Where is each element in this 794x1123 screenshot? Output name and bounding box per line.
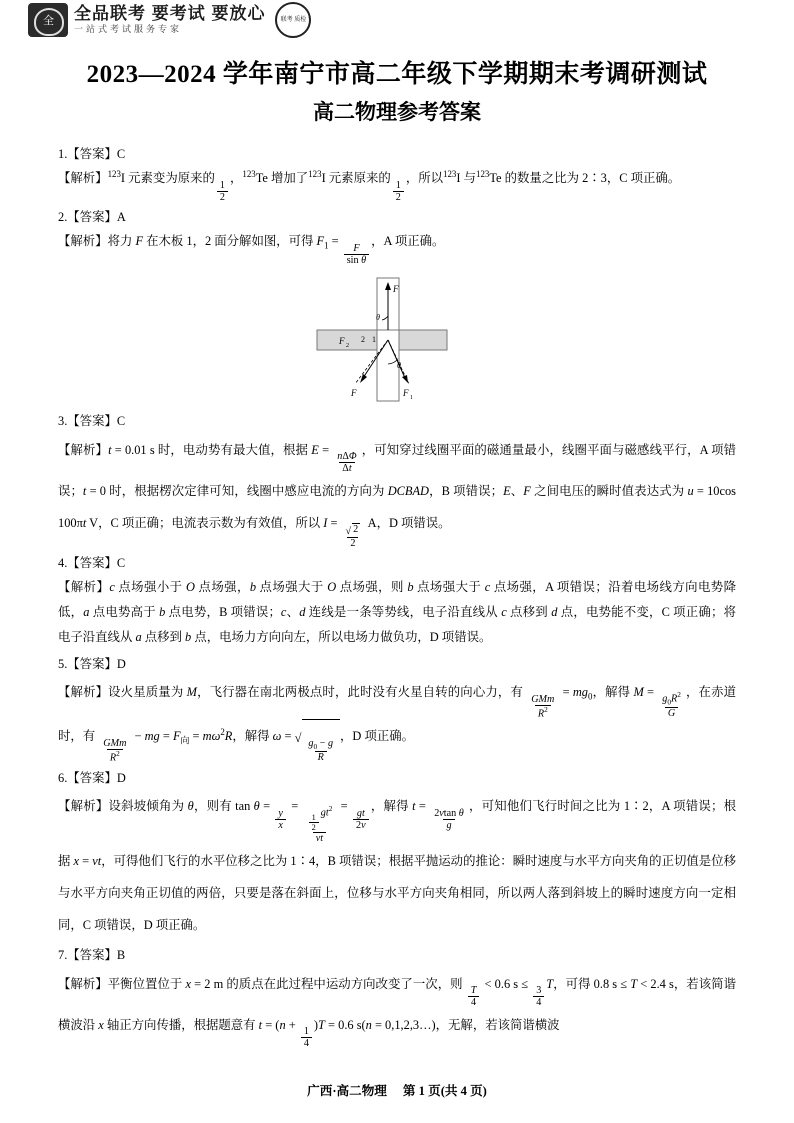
svg-text:F: F	[403, 388, 409, 399]
answer-line-2	[58, 205, 736, 229]
svg-text:2: 2	[361, 335, 365, 345]
explain-body-7: 平衡位置位于 x = 2 m 的质点在此过程中运动方向改变了一次，则 $\frac{T}{4}$ < 0.6 s ≤ $\frac{3}{4}$ T，可得 0.8 s ≤ T < 2.4 s，若该简谐横波沿 x 轴正方向传播，根据题意有 t = (n + $\frac{1}{4}$ )T = 0.6 s(n = 0,1,2,3…)，无解，若该简谐横波	[58, 976, 736, 1050]
svg-text:F: F	[393, 284, 399, 295]
answer-label-7: 【答案】	[67, 948, 117, 963]
force-decomposition-figure	[277, 272, 517, 407]
answer-label-4: 【答案】	[67, 556, 117, 571]
answer-label-2: 【答案】	[67, 210, 117, 225]
item-number-3: 3.	[58, 414, 68, 429]
footer-page-number: 第 1 页(共 4 页)	[402, 1084, 487, 1098]
item-number-1: 1.	[58, 147, 68, 161]
answer-value-5: D	[116, 656, 126, 671]
answer-label-6: 【答案】	[67, 770, 117, 785]
explanation-7	[58, 968, 736, 1050]
answer-label-3: 【答案】	[67, 414, 117, 429]
page-footer	[0, 1080, 794, 1099]
explanation-6	[58, 790, 736, 941]
brand-text	[74, 5, 265, 34]
explain-body-5: 设火星质量为 M，飞行器在南北两极点时，此时没有火星自转的向心力，有 $\frac{\text{GMm}}{R^2}$ = $mg_0$，解得 M = $\frac{g_0R^2}{G}$ ，在赤道时，有 $\frac{\text{GMm}}{R^2}$ − mg = $F_向 = m\omega^2R$，解得 ω = √ $\frac{g_0 - g}{R}$ ，D 项正确。	[58, 685, 737, 764]
svg-text:1: 1	[410, 395, 413, 402]
answer-value-2: A	[116, 210, 126, 225]
page-title: 2023—2024 学年南宁市高二年级下学期期末考调研测试	[86, 61, 708, 88]
publisher-logo-band	[28, 0, 736, 40]
explanation-1	[58, 166, 736, 203]
explain-label-7: 【解析】	[58, 976, 108, 991]
explain-label-5: 【解析】	[58, 685, 109, 700]
brand-logo-icon: 全	[28, 3, 68, 37]
answer-line-1	[58, 142, 736, 166]
answer-label-5: 【答案】	[67, 656, 117, 671]
answer-value-6: D	[116, 770, 126, 785]
explanation-2	[58, 229, 736, 266]
explain-body-4: c 点场强小于 O 点场强，b 点场强大于 O 点场强，则 b 点场强大于 c 点场强，A 项错误；沿着电场线方向电势降低，a 点电势高于 b 点电势，B 项错误；c、d 连线是一条等势线，电子沿直线从 c 点移到 d 点，电势能不变，C 项正确；将电子沿直线从 a 点移到 b 点，电场力方向向左，所以电场力做负功，D 项错误。	[58, 580, 737, 645]
svg-text:θ: θ	[376, 313, 380, 323]
item-number-2: 2.	[58, 210, 68, 225]
answers-content	[58, 142, 736, 1049]
explain-label-2: 【解析】	[58, 234, 108, 249]
explain-label-1: 【解析】	[58, 171, 108, 186]
item-number-7: 7.	[58, 948, 68, 963]
svg-text:θ: θ	[397, 361, 401, 371]
explain-body-1: $^{123}$I 元素变为原来的 $\frac{1}{2}$ ，$^{123}$Te 增加了$^{123}$I 元素原来的 $\frac{1}{2}$ ，所以$^{123}$I 与$^{123}$Te 的数量之比为 2∶3，C 项正确。	[107, 169, 681, 204]
item-number-5: 5.	[58, 656, 68, 671]
explanation-5	[58, 676, 736, 764]
svg-text:F: F	[351, 388, 357, 399]
answer-line-4	[58, 551, 736, 575]
explain-body-6: 设斜坡倾角为 θ，则有 tan θ = $\frac{y}{x}$ = $\frac{1}{2}$ $gt^2$ vt = $\frac{gt}{2v}$ ，解得 t = $\frac{\text{2vtan θ}}{g}$ ，可知他们飞行时间之比为 1∶2，A 项错误；根据 x = vt，可得他们飞行的水平位移之比为 1∶4，B 项错误；根据平抛运动的推论：瞬时速度与水平方向夹角的正切值是位移与水平方向夹角正切值的两倍，只要是落在斜面上，位移与水平方向夹角相同，所以两人落到斜坡上的瞬时速度方向一定相同，C 项错误，D 项正确。	[58, 798, 737, 933]
answer-line-7	[58, 943, 736, 967]
svg-text:1: 1	[372, 335, 376, 345]
explain-label-4: 【解析】	[58, 580, 110, 595]
explanation-3	[58, 434, 736, 550]
answer-line-3	[58, 409, 736, 433]
answer-value-3: C	[116, 414, 126, 429]
item-number-4: 4.	[58, 556, 68, 571]
brand-slogan: 一站式考试服务专家	[74, 24, 183, 35]
answer-value-7: B	[116, 948, 126, 963]
explain-label-6: 【解析】	[58, 798, 109, 813]
footer-region: 广西·高二物理	[307, 1084, 387, 1098]
explain-body-2: 将力 F 在木板 1，2 面分解如图，可得 $F_1$ = $\frac{F}{\text{sin θ}}$ ，A 项正确。	[107, 234, 445, 267]
answer-line-6	[58, 766, 736, 790]
item-number-6: 6.	[58, 770, 68, 785]
brand-name: 全品联考 要考试 要放心	[74, 4, 266, 24]
seal-icon: 联考 质检	[275, 2, 311, 38]
explain-label-3: 【解析】	[58, 442, 109, 457]
answer-line-5	[58, 652, 736, 676]
explain-body-3: t = 0.01 s 时，电动势有最大值，根据 E = $\frac{\text{nΔΦ}}{\Delta t}$ ，可知穿过线圈平面的磁通量最小，线圈平面与磁感线平行，A 项错误；t = 0 时，根据楞次定律可知，线圈中感应电流的方向为 DCBAD，B 项错误；E、F 之间电压的瞬时值表达式为 u = 10cos 100πt V，C 项正确；电流表示数为有效值，所以 I = $\frac{√ 2}{2}$ A，D 项错误。	[58, 442, 737, 550]
explanation-4	[58, 575, 736, 649]
answer-value-4: C	[116, 556, 126, 571]
answer-value-1: C	[116, 147, 126, 161]
page-subtitle: 高二物理参考答案	[313, 100, 481, 124]
svg-text:2: 2	[346, 343, 349, 350]
figure-svg	[277, 272, 517, 407]
answer-label-1: 【答案】	[67, 147, 117, 161]
svg-text:F: F	[339, 336, 345, 347]
